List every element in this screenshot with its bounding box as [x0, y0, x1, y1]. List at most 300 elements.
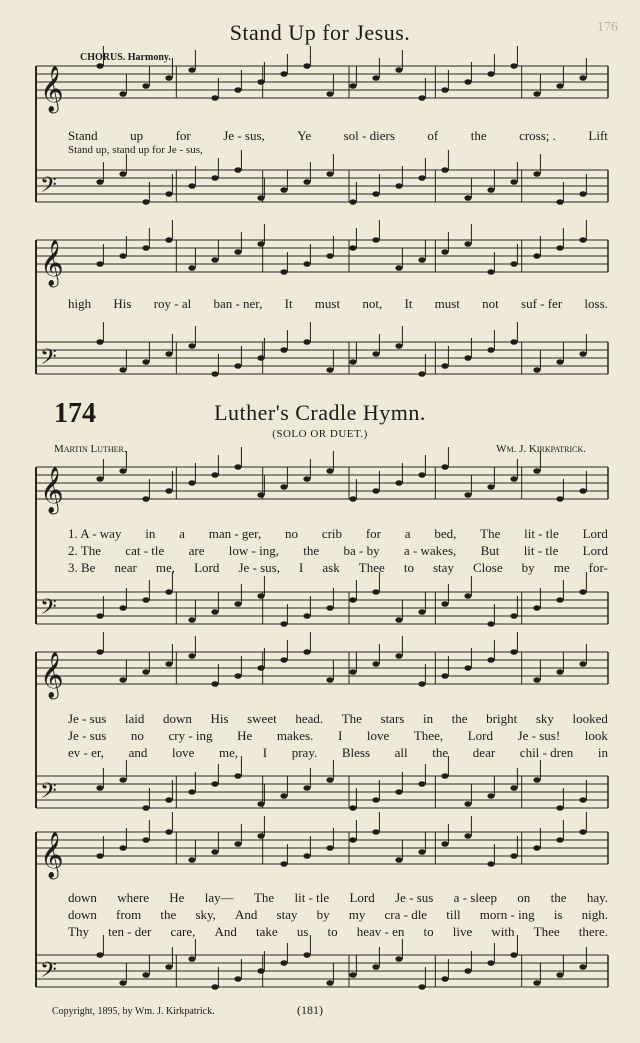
hymn-title-luther: Luther's Cradle Hymn. — [214, 400, 426, 425]
lyric-syllable: morn - ing — [479, 907, 535, 922]
treble-clef-icon: 𝄞 — [40, 66, 64, 112]
note-head — [96, 339, 103, 345]
note-head — [119, 677, 126, 683]
note-head — [188, 183, 195, 189]
lyric-syllable: in — [422, 711, 434, 726]
lyric-syllable: and — [128, 745, 148, 760]
lyric-line-1 — [68, 128, 608, 144]
note-head — [326, 171, 333, 177]
note-head — [165, 797, 172, 803]
note-head — [211, 849, 218, 855]
lyric-syllable: ev - er, — [68, 745, 104, 760]
note-head — [96, 476, 103, 482]
note-head — [234, 167, 241, 173]
lyric-syllable: live — [452, 924, 473, 939]
lyric-syllable: His — [113, 296, 132, 311]
note-head — [533, 677, 540, 683]
note-head — [326, 677, 333, 683]
note-head — [234, 673, 241, 679]
lyric-syllable: nigh. — [581, 907, 608, 922]
note-head — [533, 171, 540, 177]
note-head — [280, 657, 287, 663]
lyric-syllable: The — [341, 711, 362, 726]
lyric-syllable: bright — [486, 711, 518, 726]
note-head — [372, 75, 379, 81]
lyric-syllable: look — [584, 728, 608, 743]
note-head — [211, 472, 218, 478]
note-head — [464, 593, 471, 599]
note-head — [349, 199, 356, 205]
note-head — [211, 175, 218, 181]
lyric-syllable: where — [117, 890, 149, 905]
lyric-syllable: the — [550, 890, 567, 905]
bass-clef-icon: 𝄢 — [40, 958, 57, 988]
lyric-syllable: Lord — [467, 728, 493, 743]
note-head — [142, 837, 149, 843]
lyric-syllable: The — [253, 890, 275, 905]
note-head — [510, 339, 517, 345]
lyric-syllable: It — [404, 296, 413, 311]
lyric-syllable: love — [366, 728, 390, 743]
note-head — [349, 805, 356, 811]
note-head — [96, 952, 103, 958]
note-head — [142, 597, 149, 603]
note-head — [487, 269, 494, 275]
bass-clef-icon: 𝄢 — [40, 779, 57, 809]
note-head — [372, 964, 379, 970]
note-head — [257, 492, 264, 498]
note-head — [96, 785, 103, 791]
note-head — [96, 649, 103, 655]
lyric-syllable: the — [470, 128, 487, 143]
note-head — [326, 91, 333, 97]
note-head — [533, 980, 540, 986]
lyric-syllable: hay. — [586, 890, 608, 905]
note-head — [556, 496, 563, 502]
note-head — [280, 621, 287, 627]
note-head — [579, 589, 586, 595]
note-head — [464, 833, 471, 839]
note-head — [280, 269, 287, 275]
note-head — [280, 484, 287, 490]
lyric-syllable: pray. — [291, 745, 318, 760]
lyric-syllable: Lift — [588, 128, 608, 143]
note-head — [441, 363, 448, 369]
lyric-syllable: Je - sus, — [223, 128, 265, 143]
lyric-syllable: for — [365, 526, 381, 541]
lyric-syllable: not, — [362, 296, 383, 311]
note-head — [257, 801, 264, 807]
verse-3-line-3 — [68, 924, 608, 940]
note-head — [464, 195, 471, 201]
bass-clef-icon: 𝄢 — [40, 595, 57, 625]
note-head — [533, 253, 540, 259]
note-head — [303, 339, 310, 345]
lyric-syllable: stay — [433, 560, 454, 575]
note-head — [119, 171, 126, 177]
note-head — [510, 613, 517, 619]
note-head — [326, 367, 333, 373]
lyric-syllable: The — [480, 526, 501, 541]
note-head — [211, 95, 218, 101]
note-head — [326, 777, 333, 783]
lyric-syllable: near — [114, 560, 137, 575]
note-head — [533, 605, 540, 611]
note-head — [556, 837, 563, 843]
note-head — [119, 605, 126, 611]
note-head — [165, 829, 172, 835]
lyric-syllable: Bless — [341, 745, 371, 760]
lyric-syllable: Close — [473, 560, 503, 575]
lyric-syllable: a — [179, 526, 185, 541]
lyric-syllable: heav - en — [356, 924, 405, 939]
note-head — [579, 661, 586, 667]
note-head — [556, 83, 563, 89]
note-head — [188, 956, 195, 962]
note-head — [487, 621, 494, 627]
note-head — [188, 789, 195, 795]
note-head — [165, 237, 172, 243]
lyric-syllable: of — [427, 128, 439, 143]
note-head — [487, 657, 494, 663]
lyric-syllable: cra - dle — [384, 907, 428, 922]
lyric-syllable: not — [482, 296, 499, 311]
lyric-syllable: down — [68, 907, 97, 922]
note-head — [418, 175, 425, 181]
corner-page-number: 176 — [597, 20, 618, 35]
lyric-syllable: I — [337, 728, 343, 743]
verse-1-line-3 — [68, 890, 608, 906]
lyric-syllable: care, — [170, 924, 196, 939]
note-head — [372, 797, 379, 803]
note-head — [418, 849, 425, 855]
note-head — [280, 71, 287, 77]
note-head — [326, 605, 333, 611]
note-head — [579, 237, 586, 243]
note-head — [487, 71, 494, 77]
lyric-syllable: lit - tle — [523, 543, 559, 558]
note-head — [234, 601, 241, 607]
note-head — [303, 179, 310, 185]
note-head — [441, 976, 448, 982]
note-head — [395, 956, 402, 962]
lyric-syllable: love — [171, 745, 195, 760]
lyric-syllable: lay— — [204, 890, 234, 905]
lyric-syllable: must — [434, 296, 460, 311]
note-head — [280, 960, 287, 966]
note-head — [579, 75, 586, 81]
lyric-syllable: head. — [295, 711, 324, 726]
note-head — [579, 797, 586, 803]
note-head — [165, 191, 172, 197]
verse-3-line-2 — [68, 745, 608, 761]
note-head — [165, 488, 172, 494]
lyric-syllable: my — [348, 907, 366, 922]
lyric-syllable: on — [517, 890, 531, 905]
lyric-syllable: take — [256, 924, 278, 939]
lyric-syllable: loss. — [584, 296, 608, 311]
lyric-syllable: 2. The — [68, 543, 101, 558]
note-head — [234, 363, 241, 369]
copyright: Copyright, 1895, by Wm. J. Kirkpatrick. — [52, 1006, 215, 1017]
lyric-syllable: by — [521, 560, 535, 575]
note-head — [418, 681, 425, 687]
lyric-syllable: Thy — [68, 924, 89, 939]
lyric-syllable: 1. A - way — [68, 526, 122, 541]
note-head — [372, 237, 379, 243]
note-head — [510, 63, 517, 69]
note-head — [441, 167, 448, 173]
note-head — [418, 781, 425, 787]
note-head — [510, 785, 517, 791]
note-head — [142, 199, 149, 205]
note-head — [234, 249, 241, 255]
lyric-syllable: must — [314, 296, 341, 311]
note-head — [556, 199, 563, 205]
note-head — [280, 861, 287, 867]
note-head — [349, 597, 356, 603]
lyric-syllable: chil - dren — [519, 745, 574, 760]
note-head — [464, 355, 471, 361]
note-head — [234, 841, 241, 847]
lyric-syllable: me — [553, 560, 570, 575]
lyric-syllable: till — [446, 907, 461, 922]
lyric-syllable: us — [296, 924, 309, 939]
lyric-syllable: a - sleep — [453, 890, 497, 905]
lyric-syllable: man - ger, — [208, 526, 262, 541]
note-head — [257, 355, 264, 361]
note-head — [395, 653, 402, 659]
lyric-syllable: for — [175, 128, 191, 143]
lyric-syllable: Lord — [582, 543, 608, 558]
note-head — [142, 669, 149, 675]
note-head — [441, 87, 448, 93]
note-head — [464, 241, 471, 247]
note-head — [234, 464, 241, 470]
note-head — [418, 257, 425, 263]
treble-clef-icon: 𝄞 — [40, 467, 64, 513]
note-head — [533, 777, 540, 783]
note-head — [533, 468, 540, 474]
note-head — [556, 805, 563, 811]
note-head — [211, 257, 218, 263]
lyric-syllable: sky, — [195, 907, 216, 922]
note-head — [487, 484, 494, 490]
note-head — [257, 593, 264, 599]
lyric-syllable: high — [68, 296, 92, 311]
note-head — [395, 789, 402, 795]
lyric-syllable: no — [130, 728, 144, 743]
verse-1-line-2 — [68, 711, 608, 727]
note-head — [142, 972, 149, 978]
note-head — [280, 793, 287, 799]
note-head — [165, 75, 172, 81]
lyric-syllable: cat - tle — [125, 543, 165, 558]
note-head — [556, 597, 563, 603]
note-head — [211, 781, 218, 787]
note-head — [257, 195, 264, 201]
lyric-syllable: low - ing, — [228, 543, 279, 558]
lyric-syllable: Je - sus — [395, 890, 434, 905]
note-head — [188, 653, 195, 659]
note-head — [119, 91, 126, 97]
note-head — [372, 191, 379, 197]
note-head — [234, 87, 241, 93]
note-head — [303, 613, 310, 619]
lyric-syllable: I — [299, 560, 304, 575]
note-head — [142, 83, 149, 89]
note-head — [533, 91, 540, 97]
note-head — [418, 371, 425, 377]
note-head — [142, 359, 149, 365]
composer-credit: Wm. J. Kirkpatrick. — [496, 443, 586, 455]
lyric-syllable: to — [327, 924, 338, 939]
note-head — [510, 853, 517, 859]
note-head — [372, 351, 379, 357]
lyric-syllable: for- — [588, 560, 608, 575]
lyric-syllable: ask — [322, 560, 340, 575]
lyric-syllable: It — [284, 296, 293, 311]
note-head — [188, 343, 195, 349]
lyric-syllable: stars — [380, 711, 405, 726]
lyric-syllable: no — [285, 526, 299, 541]
note-head — [556, 669, 563, 675]
lyric-syllable: dear — [472, 745, 496, 760]
note-head — [257, 79, 264, 85]
note-head — [165, 589, 172, 595]
note-head — [234, 773, 241, 779]
lyric-syllable: is — [553, 907, 563, 922]
note-head — [280, 187, 287, 193]
note-head — [211, 371, 218, 377]
note-head — [96, 63, 103, 69]
lyric-syllable: cross; . — [519, 128, 556, 143]
note-head — [418, 609, 425, 615]
note-head — [326, 468, 333, 474]
note-head — [96, 853, 103, 859]
note-head — [533, 367, 540, 373]
note-head — [188, 67, 195, 73]
note-head — [303, 476, 310, 482]
note-head — [303, 952, 310, 958]
note-head — [119, 845, 126, 851]
lyric-syllable: with — [491, 924, 515, 939]
lyric-syllable: He — [237, 728, 253, 743]
lyric-syllable: the — [451, 711, 468, 726]
lyric-syllable: are — [188, 543, 205, 558]
note-head — [119, 253, 126, 259]
lyric-syllable: He — [169, 890, 185, 905]
note-head — [579, 351, 586, 357]
note-head — [441, 601, 448, 607]
note-head — [326, 845, 333, 851]
note-head — [96, 261, 103, 267]
note-head — [464, 801, 471, 807]
note-head — [303, 785, 310, 791]
note-head — [257, 241, 264, 247]
lyric-syllable: ban - ner, — [213, 296, 263, 311]
treble-clef-icon: 𝄞 — [40, 832, 64, 878]
note-head — [372, 829, 379, 835]
chorus-marker: CHORUS. Harmony. — [80, 52, 171, 63]
note-head — [579, 964, 586, 970]
lyric-syllable: cry - ing — [168, 728, 213, 743]
lyric-syllable: Thee, — [413, 728, 444, 743]
note-head — [372, 661, 379, 667]
lyric-line-1-alt: Stand up, stand up for Je - sus, — [68, 144, 203, 156]
note-head — [510, 179, 517, 185]
note-head — [188, 857, 195, 863]
lyric-syllable: me, — [218, 745, 239, 760]
note-head — [303, 649, 310, 655]
note-head — [349, 83, 356, 89]
note-head — [142, 805, 149, 811]
note-head — [165, 351, 172, 357]
note-head — [579, 829, 586, 835]
note-head — [280, 347, 287, 353]
lyric-syllable: His — [210, 711, 229, 726]
lyric-syllable: But — [480, 543, 500, 558]
lyric-syllable: roy - al — [153, 296, 192, 311]
lyric-syllable: the — [160, 907, 177, 922]
note-head — [418, 95, 425, 101]
note-head — [234, 976, 241, 982]
bass-clef-icon: 𝄢 — [40, 173, 57, 203]
lyric-syllable: Je - sus — [68, 728, 107, 743]
author-credit: Martin Luther. — [54, 443, 127, 455]
note-head — [96, 613, 103, 619]
note-head — [395, 265, 402, 271]
lyric-syllable: Lord — [349, 890, 375, 905]
treble-clef-icon: 𝄞 — [40, 240, 64, 286]
lyric-syllable: sol - diers — [343, 128, 395, 143]
lyric-syllable: And — [235, 907, 258, 922]
lyric-syllable: ba - by — [343, 543, 380, 558]
note-head — [349, 837, 356, 843]
note-head — [418, 472, 425, 478]
lyric-syllable: sweet — [247, 711, 277, 726]
lyric-syllable: Ye — [297, 128, 312, 143]
lyric-syllable: bed, — [434, 526, 457, 541]
lyric-syllable: Je - sus, — [238, 560, 280, 575]
verse-1-line-1 — [68, 526, 608, 542]
note-head — [349, 669, 356, 675]
note-head — [510, 261, 517, 267]
lyric-syllable: Lord — [194, 560, 220, 575]
note-head — [510, 476, 517, 482]
lyric-syllable: suf - fer — [521, 296, 563, 311]
note-head — [119, 777, 126, 783]
lyric-syllable: Lord — [582, 526, 608, 541]
note-head — [303, 261, 310, 267]
note-head — [142, 245, 149, 251]
note-head — [464, 968, 471, 974]
note-head — [510, 649, 517, 655]
note-head — [165, 964, 172, 970]
note-head — [372, 589, 379, 595]
note-head — [211, 984, 218, 990]
note-head — [165, 661, 172, 667]
note-head — [142, 496, 149, 502]
lyric-line-2 — [68, 296, 608, 312]
note-head — [464, 79, 471, 85]
note-head — [372, 488, 379, 494]
note-head — [303, 853, 310, 859]
lyric-syllable: a - wakes, — [403, 543, 457, 558]
note-head — [395, 343, 402, 349]
lyric-syllable: 3. Be — [68, 560, 96, 575]
note-head — [441, 841, 448, 847]
